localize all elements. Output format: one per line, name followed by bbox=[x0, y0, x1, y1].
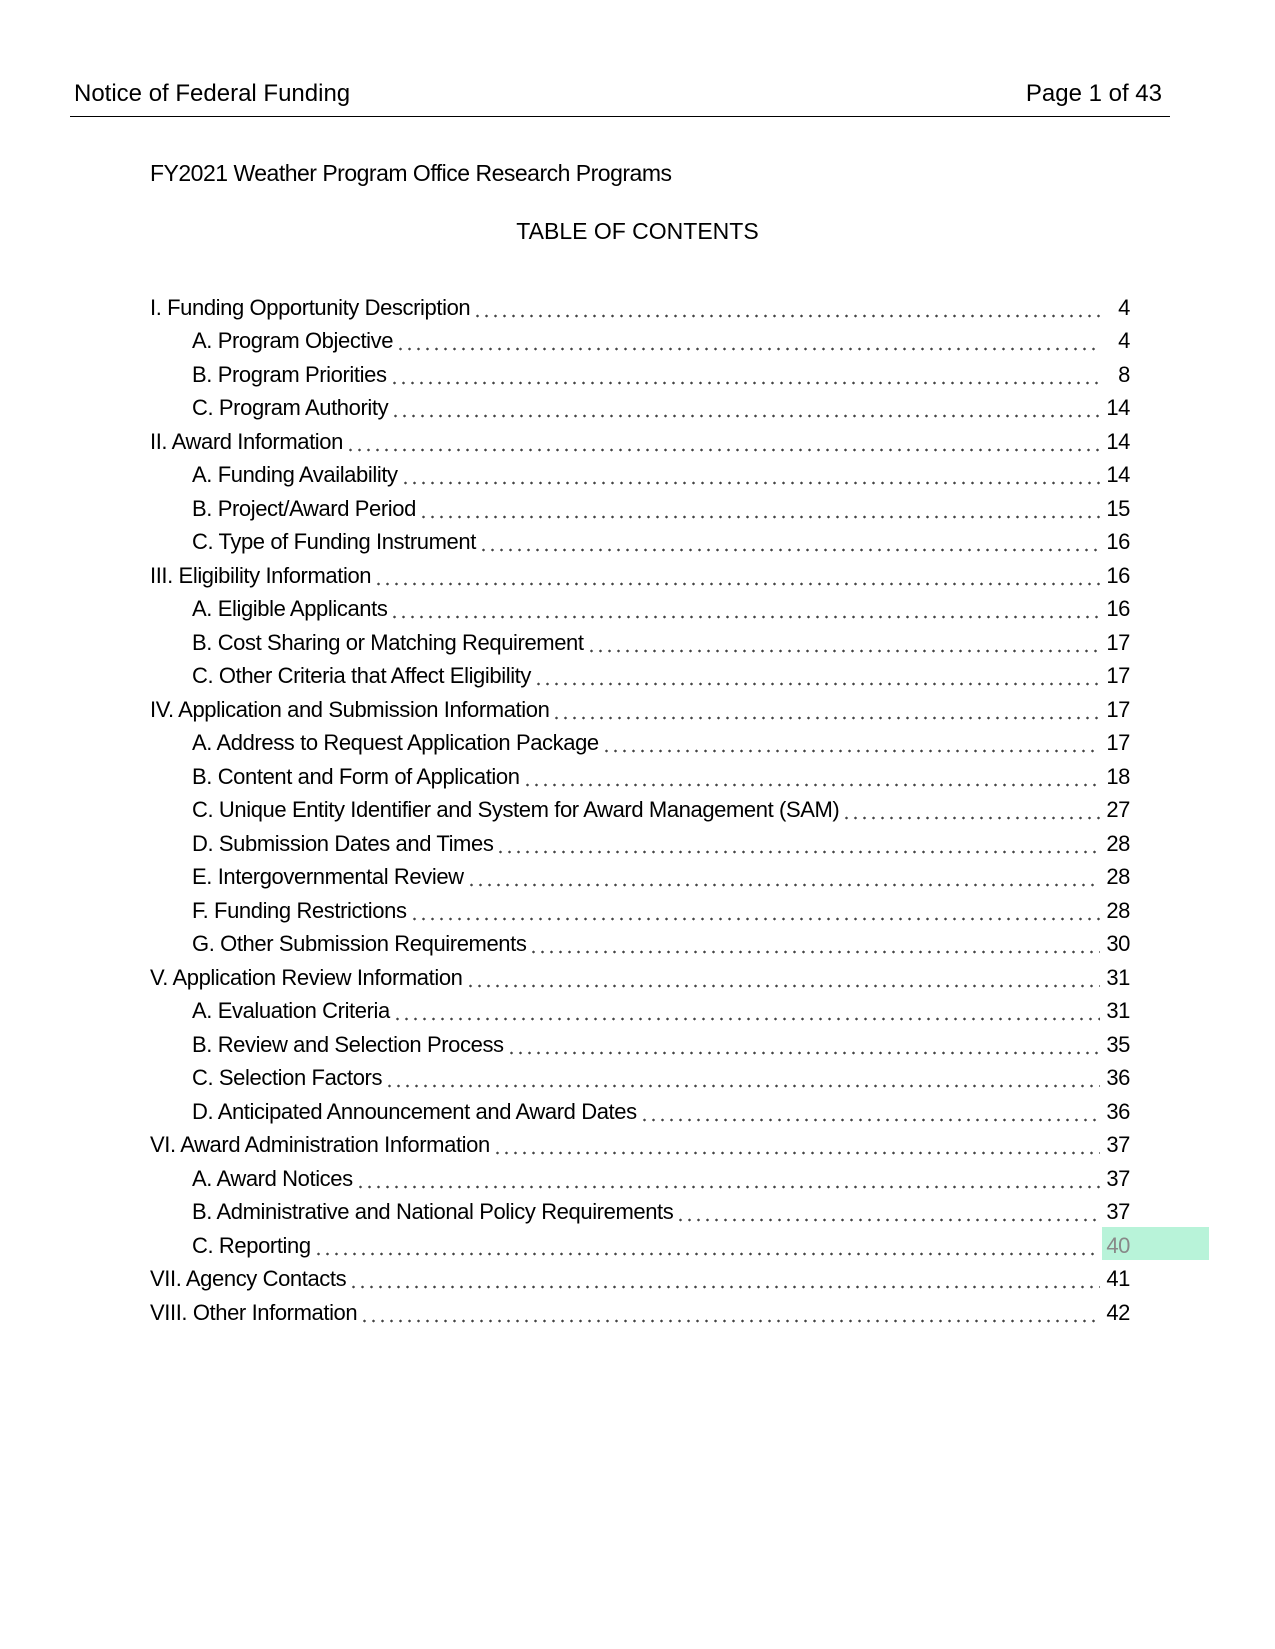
toc-entry-page: 37 bbox=[1106, 1132, 1130, 1158]
toc-entry[interactable] bbox=[150, 1028, 1130, 1062]
toc-entry-page: 14 bbox=[1106, 395, 1130, 421]
toc-entry[interactable] bbox=[150, 827, 1130, 861]
toc-entry-label: II. Award Information bbox=[150, 428, 343, 454]
toc-entry[interactable] bbox=[150, 492, 1130, 526]
toc-entry[interactable] bbox=[150, 760, 1130, 794]
table-of-contents bbox=[150, 291, 1130, 1330]
toc-dot-leader bbox=[349, 1268, 1100, 1290]
toc-entry[interactable] bbox=[150, 1196, 1130, 1230]
toc-entry[interactable] bbox=[150, 392, 1130, 426]
toc-entry-page: 17 bbox=[1106, 629, 1130, 655]
toc-entry-label: C. Other Criteria that Affect Eligibility bbox=[192, 663, 531, 689]
toc-entry-page: 36 bbox=[1106, 1065, 1130, 1091]
toc-dot-leader bbox=[390, 364, 1100, 386]
page-header bbox=[70, 76, 1170, 117]
toc-entry[interactable] bbox=[150, 626, 1130, 660]
toc-dot-leader bbox=[396, 330, 1100, 352]
toc-entry-label: A. Funding Availability bbox=[192, 462, 398, 488]
toc-entry-page: 16 bbox=[1106, 562, 1130, 588]
toc-entry-label: C. Unique Entity Identifier and System for Award Management (SAM) bbox=[192, 797, 840, 823]
toc-entry-label: B. Cost Sharing or Matching Requirement bbox=[192, 629, 584, 655]
toc-entry-page: 28 bbox=[1106, 897, 1130, 923]
toc-entry-label: VII. Agency Contacts bbox=[150, 1266, 347, 1292]
toc-entry[interactable] bbox=[150, 894, 1130, 928]
toc-dot-leader bbox=[496, 833, 1100, 855]
toc-entry[interactable] bbox=[150, 291, 1130, 325]
toc-entry-label: B. Program Priorities bbox=[192, 361, 387, 387]
toc-dot-leader bbox=[473, 297, 1100, 319]
toc-entry-page: 37 bbox=[1106, 1199, 1130, 1225]
toc-entry[interactable] bbox=[150, 660, 1130, 694]
toc-dot-leader bbox=[479, 531, 1100, 553]
toc-entry[interactable] bbox=[150, 526, 1130, 560]
toc-dot-leader bbox=[467, 866, 1100, 888]
toc-entry-label: B. Administrative and National Policy Requirements bbox=[192, 1199, 674, 1225]
toc-dot-leader bbox=[374, 565, 1100, 587]
toc-dot-leader bbox=[529, 933, 1100, 955]
toc-dot-leader bbox=[410, 900, 1100, 922]
toc-dot-leader bbox=[346, 431, 1100, 453]
toc-dot-leader bbox=[523, 766, 1100, 788]
toc-entry-page: 14 bbox=[1106, 462, 1130, 488]
toc-dot-leader bbox=[842, 799, 1100, 821]
toc-entry-page: 17 bbox=[1106, 696, 1130, 722]
toc-entry-page: 28 bbox=[1106, 830, 1130, 856]
toc-entry-page: 31 bbox=[1106, 998, 1130, 1024]
header-title: Notice of Federal Funding bbox=[74, 80, 351, 107]
toc-entry-label: V. Application Review Information bbox=[150, 964, 463, 990]
toc-dot-leader bbox=[640, 1101, 1100, 1123]
toc-entry-label: D. Anticipated Announcement and Award Dates bbox=[192, 1098, 637, 1124]
toc-entry-label: IV. Application and Submission Information bbox=[150, 696, 550, 722]
toc-dot-leader bbox=[390, 598, 1100, 620]
toc-dot-leader bbox=[493, 1134, 1100, 1156]
toc-entry-page: 18 bbox=[1106, 763, 1130, 789]
toc-entry-page: 37 bbox=[1106, 1165, 1130, 1191]
toc-entry[interactable] bbox=[150, 693, 1130, 727]
toc-dot-leader bbox=[393, 1000, 1100, 1022]
toc-entry[interactable] bbox=[150, 1062, 1130, 1096]
toc-entry[interactable] bbox=[150, 593, 1130, 627]
toc-dot-leader bbox=[507, 1034, 1100, 1056]
toc-entry[interactable] bbox=[150, 794, 1130, 828]
toc-heading: TABLE OF CONTENTS bbox=[516, 218, 759, 244]
toc-entry-page: 30 bbox=[1106, 931, 1130, 957]
toc-entry-label: G. Other Submission Requirements bbox=[192, 931, 527, 957]
toc-entry-page: 35 bbox=[1106, 1031, 1130, 1057]
toc-entry-page: 4 bbox=[1118, 294, 1130, 320]
toc-entry-label: C. Selection Factors bbox=[192, 1065, 383, 1091]
toc-entry-page: 14 bbox=[1106, 428, 1130, 454]
toc-entry-page: 31 bbox=[1106, 964, 1130, 990]
toc-dot-leader bbox=[419, 498, 1100, 520]
toc-entry[interactable] bbox=[150, 1095, 1130, 1129]
toc-entry[interactable] bbox=[150, 459, 1130, 493]
toc-entry-page: 4 bbox=[1118, 328, 1130, 354]
toc-entry-page: 28 bbox=[1106, 864, 1130, 890]
toc-entry[interactable] bbox=[150, 325, 1130, 359]
toc-entry-page: 40 bbox=[1106, 1232, 1130, 1258]
toc-entry-page: 41 bbox=[1106, 1266, 1130, 1292]
toc-entry[interactable] bbox=[150, 861, 1130, 895]
toc-entry-page: 27 bbox=[1106, 797, 1130, 823]
toc-entry-label: A. Program Objective bbox=[192, 328, 394, 354]
toc-entry[interactable] bbox=[150, 1263, 1130, 1297]
toc-dot-leader bbox=[466, 967, 1100, 989]
document-title: FY2021 Weather Program Office Research Programs bbox=[150, 160, 672, 186]
toc-entry-label: A. Award Notices bbox=[192, 1165, 353, 1191]
page-number: Page 1 of 43 bbox=[1025, 80, 1162, 107]
toc-entry[interactable] bbox=[150, 358, 1130, 392]
toc-dot-leader bbox=[360, 1302, 1100, 1324]
toc-dot-leader bbox=[602, 732, 1100, 754]
toc-entry[interactable] bbox=[150, 1296, 1130, 1330]
toc-entry[interactable] bbox=[150, 425, 1130, 459]
toc-entry-label: A. Eligible Applicants bbox=[192, 596, 388, 622]
toc-dot-leader bbox=[587, 632, 1100, 654]
toc-entry-page: 8 bbox=[1118, 361, 1130, 387]
toc-dot-leader bbox=[391, 397, 1100, 419]
toc-entry[interactable] bbox=[150, 928, 1130, 962]
toc-dot-leader bbox=[314, 1235, 1100, 1257]
toc-entry-label: A. Evaluation Criteria bbox=[192, 998, 390, 1024]
toc-entry[interactable] bbox=[150, 559, 1130, 593]
toc-entry-label: III. Eligibility Information bbox=[150, 562, 372, 588]
toc-entry[interactable] bbox=[150, 1162, 1130, 1196]
toc-entry-page: 17 bbox=[1106, 663, 1130, 689]
toc-entry-label: VI. Award Administration Information bbox=[150, 1132, 490, 1158]
toc-entry[interactable] bbox=[150, 961, 1130, 995]
toc-entry-label: B. Review and Selection Process bbox=[192, 1031, 504, 1057]
toc-entry-label: I. Funding Opportunity Description bbox=[150, 294, 471, 320]
toc-entry-page: 36 bbox=[1106, 1098, 1130, 1124]
toc-entry-label: D. Submission Dates and Times bbox=[192, 830, 494, 856]
toc-entry-page: 15 bbox=[1106, 495, 1130, 521]
toc-entry-label: C. Reporting bbox=[192, 1232, 311, 1258]
toc-entry[interactable] bbox=[150, 995, 1130, 1029]
toc-entry-label: B. Project/Award Period bbox=[192, 495, 416, 521]
toc-dot-leader bbox=[552, 699, 1100, 721]
toc-entry[interactable] bbox=[150, 1229, 1130, 1263]
toc-entry-label: E. Intergovernmental Review bbox=[192, 864, 464, 890]
toc-dot-leader bbox=[401, 464, 1100, 486]
toc-entry-page: 16 bbox=[1106, 596, 1130, 622]
toc-entry-label: C. Program Authority bbox=[192, 395, 389, 421]
toc-entry-page: 42 bbox=[1106, 1299, 1130, 1325]
toc-entry[interactable] bbox=[150, 1129, 1130, 1163]
toc-entry-label: C. Type of Funding Instrument bbox=[192, 529, 476, 555]
toc-entry-label: VIII. Other Information bbox=[150, 1299, 358, 1325]
toc-dot-leader bbox=[385, 1067, 1100, 1089]
toc-dot-leader bbox=[356, 1168, 1100, 1190]
toc-entry-label: F. Funding Restrictions bbox=[192, 897, 407, 923]
toc-entry-page: 16 bbox=[1106, 529, 1130, 555]
toc-entry-label: B. Content and Form of Application bbox=[192, 763, 520, 789]
toc-entry-page: 17 bbox=[1106, 730, 1130, 756]
toc-entry-label: A. Address to Request Application Package bbox=[192, 730, 599, 756]
toc-entry[interactable] bbox=[150, 727, 1130, 761]
toc-dot-leader bbox=[534, 665, 1100, 687]
toc-dot-leader bbox=[676, 1201, 1100, 1223]
